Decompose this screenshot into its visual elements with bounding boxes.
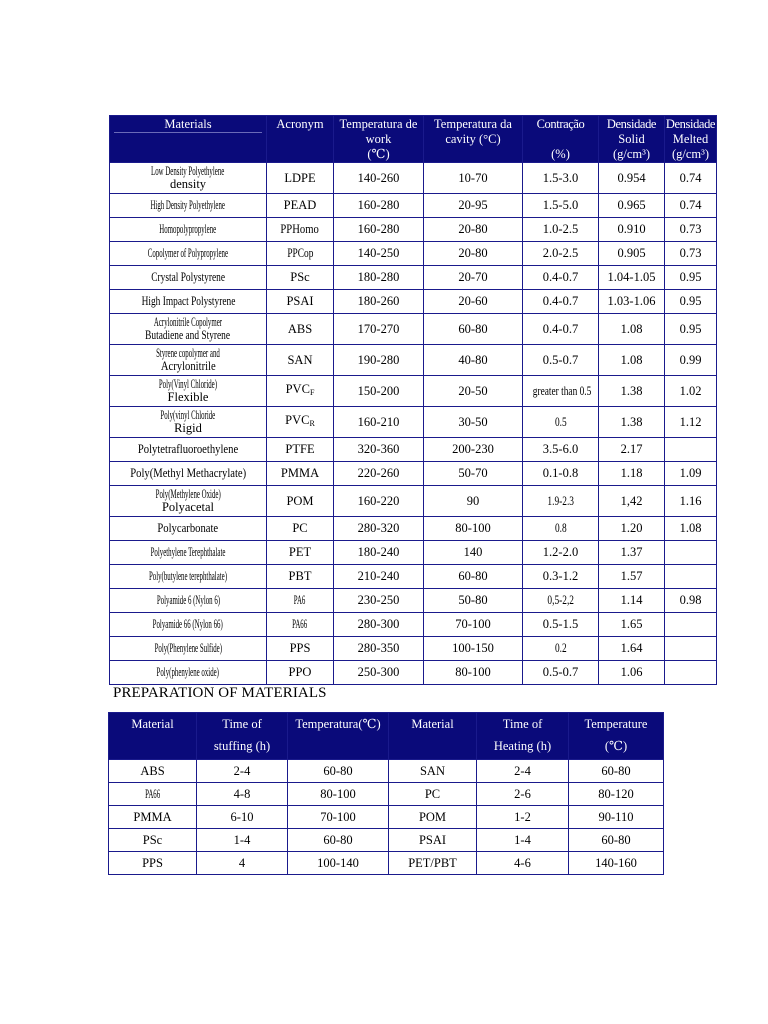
material-name-line2: density: [169, 177, 207, 191]
prep-header-row: [109, 713, 664, 760]
cavity-temperature-cell: 10-70: [424, 163, 523, 194]
density-melted-cell: 0.73: [665, 242, 717, 266]
table-row: [110, 661, 717, 685]
acronym-text: PPHomo: [280, 222, 320, 236]
material-name-line2: Flexible: [167, 390, 209, 404]
prep-temperature-b: 80-120: [569, 783, 664, 806]
table-row: [110, 486, 717, 517]
acronym-text: PMMA: [280, 466, 320, 480]
material-name-line2: Rigid: [174, 421, 202, 435]
material-name: Poly(vinyl Chloride: [160, 408, 216, 422]
density-melted-cell: 0.95: [665, 290, 717, 314]
work-temperature-cell: 140-260: [334, 163, 424, 194]
material-name: Poly(Vinyl Chloride): [158, 377, 218, 391]
acronym-text: PVC: [285, 382, 310, 396]
work-temperature-cell: 280-300: [334, 613, 424, 637]
header-time-stuffing: Time of stuffing (h): [197, 713, 288, 760]
density-melted-cell: 0.95: [665, 266, 717, 290]
prep-temperature-a: 60-80: [288, 829, 389, 852]
density-solid-cell: 1.14: [599, 589, 665, 613]
prep-material-b: SAN: [389, 760, 477, 783]
work-temperature-cell: 170-270: [334, 314, 424, 345]
density-solid-cell: 1.20: [599, 517, 665, 541]
section-title: PREPARATION OF MATERIALS: [113, 685, 327, 701]
prep-material-a-text: PMMA: [133, 809, 172, 824]
acronym-text: PA6: [294, 593, 306, 607]
contraction-value: 0.1-0.8: [542, 466, 579, 480]
acronym-text: PPCop: [286, 246, 314, 260]
header-materials: Materials: [110, 116, 267, 163]
material-name: Poly(Phenylene Sulfide): [154, 641, 222, 655]
cavity-temperature-cell: 80-100: [424, 517, 523, 541]
table-row: [110, 637, 717, 661]
work-temperature-cell: 180-280: [334, 266, 424, 290]
cavity-temperature-cell: 20-50: [424, 376, 523, 407]
prep-material-a-text: PPS: [142, 855, 163, 870]
acronym-text: PSAI: [286, 294, 314, 308]
work-temperature-cell: 160-280: [334, 194, 424, 218]
contraction-value: 0.5-0.7: [542, 665, 579, 679]
table-row: [110, 589, 717, 613]
density-solid-cell: 1.38: [599, 376, 665, 407]
cavity-temperature-cell: 50-80: [424, 589, 523, 613]
prep-temperature-b: 60-80: [569, 829, 664, 852]
prep-material-a-text: PSc: [142, 832, 163, 847]
prep-material-b: PC: [389, 783, 477, 806]
prep-material-b: PSAI: [389, 829, 477, 852]
cavity-temperature-cell: 60-80: [424, 314, 523, 345]
acronym-cell: [267, 589, 334, 613]
prep-material-b: POM: [389, 806, 477, 829]
contraction-cell: [523, 218, 599, 242]
contraction-cell: [523, 661, 599, 685]
material-name-cell: [110, 314, 267, 345]
table-row: [110, 290, 717, 314]
prep-table-row: [109, 783, 664, 806]
preparation-table: [108, 712, 664, 875]
acronym-cell: [267, 486, 334, 517]
contraction-cell: [523, 163, 599, 194]
prep-table-row: [109, 829, 664, 852]
table-row: [110, 314, 717, 345]
prep-material-a: [109, 852, 197, 875]
prep-temperature-a: 100-140: [288, 852, 389, 875]
density-solid-cell: 1.37: [599, 541, 665, 565]
prep-material-a-text: ABS: [140, 763, 165, 778]
work-temperature-cell: 320-360: [334, 438, 424, 462]
prep-temperature-b: 90-110: [569, 806, 664, 829]
table-row: [110, 242, 717, 266]
material-name-cell: [110, 194, 267, 218]
material-name: Acrylonitrile Copolymer: [153, 315, 223, 329]
work-temperature-cell: 190-280: [334, 345, 424, 376]
cavity-temperature-cell: 20-70: [424, 266, 523, 290]
density-solid-cell: 1.03-1.06: [599, 290, 665, 314]
density-solid-cell: 1.06: [599, 661, 665, 685]
cavity-temperature-cell: 60-80: [424, 565, 523, 589]
contraction-cell: [523, 438, 599, 462]
acronym-cell: [267, 163, 334, 194]
acronym-cell: [267, 290, 334, 314]
cavity-temperature-cell: 100-150: [424, 637, 523, 661]
work-temperature-cell: 220-260: [334, 462, 424, 486]
work-temperature-cell: 180-240: [334, 541, 424, 565]
material-name-cell: [110, 486, 267, 517]
density-melted-cell: [665, 661, 717, 685]
acronym-cell: [267, 218, 334, 242]
density-solid-cell: 0.910: [599, 218, 665, 242]
density-melted-cell: 1.16: [665, 486, 717, 517]
density-solid-cell: 1.18: [599, 462, 665, 486]
density-solid-cell: 1.08: [599, 345, 665, 376]
work-temperature-cell: 280-350: [334, 637, 424, 661]
contraction-value: 0.5: [554, 414, 567, 429]
acronym-cell: [267, 637, 334, 661]
acronym-subscript: R: [309, 419, 315, 428]
acronym-cell: [267, 613, 334, 637]
contraction-cell: [523, 541, 599, 565]
prep-time-stuffing: 4-8: [197, 783, 288, 806]
acronym-cell: [267, 376, 334, 407]
work-temperature-cell: 150-200: [334, 376, 424, 407]
work-temperature-cell: 140-250: [334, 242, 424, 266]
prep-time-stuffing: 6-10: [197, 806, 288, 829]
prep-time-stuffing: 4: [197, 852, 288, 875]
density-solid-cell: 0.954: [599, 163, 665, 194]
table-row: [110, 218, 717, 242]
prep-time-heating: 1-2: [477, 806, 569, 829]
acronym-cell: [267, 194, 334, 218]
prep-table-row: [109, 806, 664, 829]
material-name: Poly(butylene terephthalate): [148, 569, 228, 583]
material-name-cell: [110, 462, 267, 486]
acronym-text: PEAD: [283, 198, 317, 212]
material-name-cell: [110, 242, 267, 266]
contraction-value: 0.8: [554, 521, 567, 535]
material-name: Crystal Polystyrene: [151, 270, 225, 284]
table-row: [110, 376, 717, 407]
contraction-value: 3.5-6.0: [542, 442, 579, 456]
table-row: [110, 407, 717, 438]
material-name-cell: [110, 290, 267, 314]
contraction-cell: [523, 407, 599, 438]
contraction-value: 1.0-2.5: [542, 222, 579, 236]
header-material-a: Material: [109, 713, 197, 760]
cavity-temperature-cell: 70-100: [424, 613, 523, 637]
contraction-value: 1.5-3.0: [542, 170, 579, 185]
material-name: Low Density Polyethylene: [151, 164, 225, 178]
table-row: [110, 462, 717, 486]
density-melted-cell: 0.73: [665, 218, 717, 242]
header-contraction: Contração (%): [523, 116, 599, 163]
density-melted-cell: [665, 438, 717, 462]
acronym-subscript: F: [309, 388, 315, 397]
header-work-temperature: Temperatura de work (℃): [334, 116, 424, 163]
material-name: Copolymer of Polypropylene: [147, 246, 229, 260]
acronym-cell: [267, 407, 334, 438]
material-name-line2: Acrylonitrile: [160, 359, 216, 373]
material-name-cell: [110, 565, 267, 589]
table-row: [110, 541, 717, 565]
density-melted-cell: 1.08: [665, 517, 717, 541]
contraction-cell: [523, 462, 599, 486]
contraction-value: 1.9-2.3: [547, 493, 574, 508]
acronym-text: PPS: [289, 641, 311, 655]
table-row: [110, 194, 717, 218]
prep-table-row: [109, 760, 664, 783]
material-name: High Density Polyethylene: [150, 198, 226, 212]
prep-temperature-b: 140-160: [569, 852, 664, 875]
material-name: Styrene copolymer and: [156, 346, 220, 360]
cavity-temperature-cell: 140: [424, 541, 523, 565]
acronym-cell: [267, 541, 334, 565]
table-header-row: [110, 116, 717, 163]
acronym-cell: [267, 314, 334, 345]
density-melted-cell: 1.02: [665, 376, 717, 407]
work-temperature-cell: 160-280: [334, 218, 424, 242]
prep-time-heating: 4-6: [477, 852, 569, 875]
material-name-line2: Butadiene and Styrene: [145, 328, 231, 342]
acronym-cell: [267, 517, 334, 541]
material-name-cell: [110, 637, 267, 661]
contraction-cell: [523, 290, 599, 314]
prep-table-row: [109, 852, 664, 875]
cavity-temperature-cell: 20-80: [424, 218, 523, 242]
prep-time-heating: 2-6: [477, 783, 569, 806]
density-solid-cell: 1.08: [599, 314, 665, 345]
material-name: Homopolypropylene: [159, 222, 217, 236]
cavity-temperature-cell: 20-95: [424, 194, 523, 218]
material-name-line2: Polyacetal: [161, 500, 215, 514]
density-melted-cell: [665, 565, 717, 589]
acronym-text: PA66: [292, 617, 308, 631]
contraction-cell: [523, 486, 599, 517]
density-melted-cell: 0.98: [665, 589, 717, 613]
table-row: [110, 345, 717, 376]
material-name-cell: [110, 613, 267, 637]
acronym-text: PC: [292, 521, 308, 535]
acronym-text: LDPE: [284, 170, 316, 185]
contraction-value: 0.4-0.7: [542, 294, 579, 308]
density-melted-cell: 0.74: [665, 194, 717, 218]
contraction-value: 1.5-5.0: [542, 198, 579, 212]
table-row: [110, 163, 717, 194]
material-name-cell: [110, 438, 267, 462]
material-name: Polyamide 6 (Nylon 6): [156, 593, 220, 607]
contraction-value: 0.4-0.7: [542, 270, 579, 284]
cavity-temperature-cell: 40-80: [424, 345, 523, 376]
acronym-text: PBT: [288, 569, 312, 583]
work-temperature-cell: 180-260: [334, 290, 424, 314]
work-temperature-cell: 160-220: [334, 486, 424, 517]
contraction-cell: [523, 376, 599, 407]
material-name-cell: [110, 589, 267, 613]
contraction-value: 0.2: [554, 641, 567, 655]
acronym-cell: [267, 565, 334, 589]
acronym-text: ABS: [287, 321, 313, 336]
density-solid-cell: 1.04-1.05: [599, 266, 665, 290]
contraction-cell: [523, 613, 599, 637]
acronym-cell: [267, 242, 334, 266]
prep-time-heating: 2-4: [477, 760, 569, 783]
acronym-cell: [267, 661, 334, 685]
prep-material-a: [109, 806, 197, 829]
cavity-temperature-cell: 20-80: [424, 242, 523, 266]
material-name-cell: [110, 407, 267, 438]
density-melted-cell: [665, 613, 717, 637]
acronym-cell: [267, 462, 334, 486]
header-density-solid: Densidade Solid (g/cm³): [599, 116, 665, 163]
prep-temperature-a: 60-80: [288, 760, 389, 783]
material-name: Polyamide 66 (Nylon 66): [152, 617, 224, 631]
acronym-text: SAN: [287, 352, 313, 367]
material-name-cell: [110, 517, 267, 541]
density-solid-cell: 1.57: [599, 565, 665, 589]
contraction-value: 1.2-2.0: [542, 545, 579, 559]
material-name: Poly(Methylene Oxide): [155, 487, 221, 501]
contraction-value: 0.5-1.5: [542, 617, 579, 631]
header-acronym: Acronym: [267, 116, 334, 163]
header-temperature-b: Temperature (℃): [569, 713, 664, 760]
acronym-text: PPO: [288, 665, 312, 679]
work-temperature-cell: 250-300: [334, 661, 424, 685]
contraction-cell: [523, 589, 599, 613]
prep-material-a-text: PA66: [144, 786, 161, 801]
table-row: [110, 613, 717, 637]
material-name-cell: [110, 218, 267, 242]
cavity-temperature-cell: 200-230: [424, 438, 523, 462]
material-name: Poly(phenylene oxide): [156, 665, 220, 679]
density-melted-cell: 0.74: [665, 163, 717, 194]
table-row: [110, 438, 717, 462]
density-melted-cell: 1.09: [665, 462, 717, 486]
material-name-cell: [110, 661, 267, 685]
acronym-cell: [267, 266, 334, 290]
density-solid-cell: 0.965: [599, 194, 665, 218]
prep-material-b: PET/PBT: [389, 852, 477, 875]
prep-material-a: [109, 829, 197, 852]
density-solid-cell: 1,42: [599, 486, 665, 517]
contraction-cell: [523, 565, 599, 589]
cavity-temperature-cell: 30-50: [424, 407, 523, 438]
header-temperature-a: Temperatura(℃): [288, 713, 389, 760]
acronym-text: POM: [286, 493, 314, 508]
table-row: [110, 517, 717, 541]
contraction-cell: [523, 314, 599, 345]
density-melted-cell: 0.95: [665, 314, 717, 345]
cavity-temperature-cell: 80-100: [424, 661, 523, 685]
material-name-cell: [110, 266, 267, 290]
density-melted-cell: [665, 541, 717, 565]
work-temperature-cell: 210-240: [334, 565, 424, 589]
prep-material-a: [109, 760, 197, 783]
density-melted-cell: 0.99: [665, 345, 717, 376]
cavity-temperature-cell: 90: [424, 486, 523, 517]
acronym-text: PVC: [285, 413, 310, 427]
material-name-cell: [110, 541, 267, 565]
acronym-cell: [267, 438, 334, 462]
density-melted-cell: [665, 637, 717, 661]
contraction-value: 0.5-0.7: [542, 352, 579, 367]
acronym-text: PET: [288, 545, 312, 559]
prep-time-stuffing: 2-4: [197, 760, 288, 783]
work-temperature-cell: 160-210: [334, 407, 424, 438]
table-row: [110, 266, 717, 290]
prep-temperature-a: 80-100: [288, 783, 389, 806]
contraction-cell: [523, 242, 599, 266]
contraction-value: 0,5-2,2: [547, 593, 574, 607]
contraction-cell: [523, 517, 599, 541]
material-name-cell: [110, 376, 267, 407]
material-name: Polycarbonate: [157, 521, 219, 535]
work-temperature-cell: 230-250: [334, 589, 424, 613]
contraction-value: 0.4-0.7: [542, 321, 579, 336]
cavity-temperature-cell: 20-60: [424, 290, 523, 314]
density-solid-cell: 1.38: [599, 407, 665, 438]
contraction-cell: [523, 637, 599, 661]
acronym-text: PTFE: [285, 442, 315, 456]
work-temperature-cell: 280-320: [334, 517, 424, 541]
density-solid-cell: 2.17: [599, 438, 665, 462]
material-name: Polytetrafluoroethylene: [137, 442, 239, 456]
prep-time-heating: 1-4: [477, 829, 569, 852]
contraction-value: greater than 0.5: [532, 383, 592, 398]
acronym-cell: [267, 345, 334, 376]
density-solid-cell: 0.905: [599, 242, 665, 266]
material-properties-table: [109, 115, 717, 685]
table-row: [110, 565, 717, 589]
prep-temperature-a: 70-100: [288, 806, 389, 829]
density-solid-cell: 1.64: [599, 637, 665, 661]
density-solid-cell: 1.65: [599, 613, 665, 637]
contraction-cell: [523, 266, 599, 290]
material-name: High Impact Polystyrene: [141, 294, 235, 308]
material-name: Poly(Methyl Methacrylate): [130, 466, 246, 480]
material-name-cell: [110, 163, 267, 194]
prep-time-stuffing: 1-4: [197, 829, 288, 852]
prep-material-a: [109, 783, 197, 806]
header-density-melted: Densidade Melted (g/cm³): [665, 117, 716, 161]
contraction-value: 2.0-2.5: [542, 246, 579, 260]
header-cavity-temperature: Temperatura da cavity (°C): [424, 116, 523, 163]
header-time-heating: Time of Heating (h): [477, 713, 569, 760]
density-melted-cell: 1.12: [665, 407, 717, 438]
cavity-temperature-cell: 50-70: [424, 462, 523, 486]
prep-temperature-b: 60-80: [569, 760, 664, 783]
contraction-value: 0.3-1.2: [542, 569, 579, 583]
contraction-cell: [523, 345, 599, 376]
contraction-cell: [523, 194, 599, 218]
header-material-b: Material: [389, 713, 477, 760]
material-name-cell: [110, 345, 267, 376]
material-name: Polyethylene Terephthalate: [150, 545, 226, 559]
acronym-text: PSc: [290, 270, 310, 284]
